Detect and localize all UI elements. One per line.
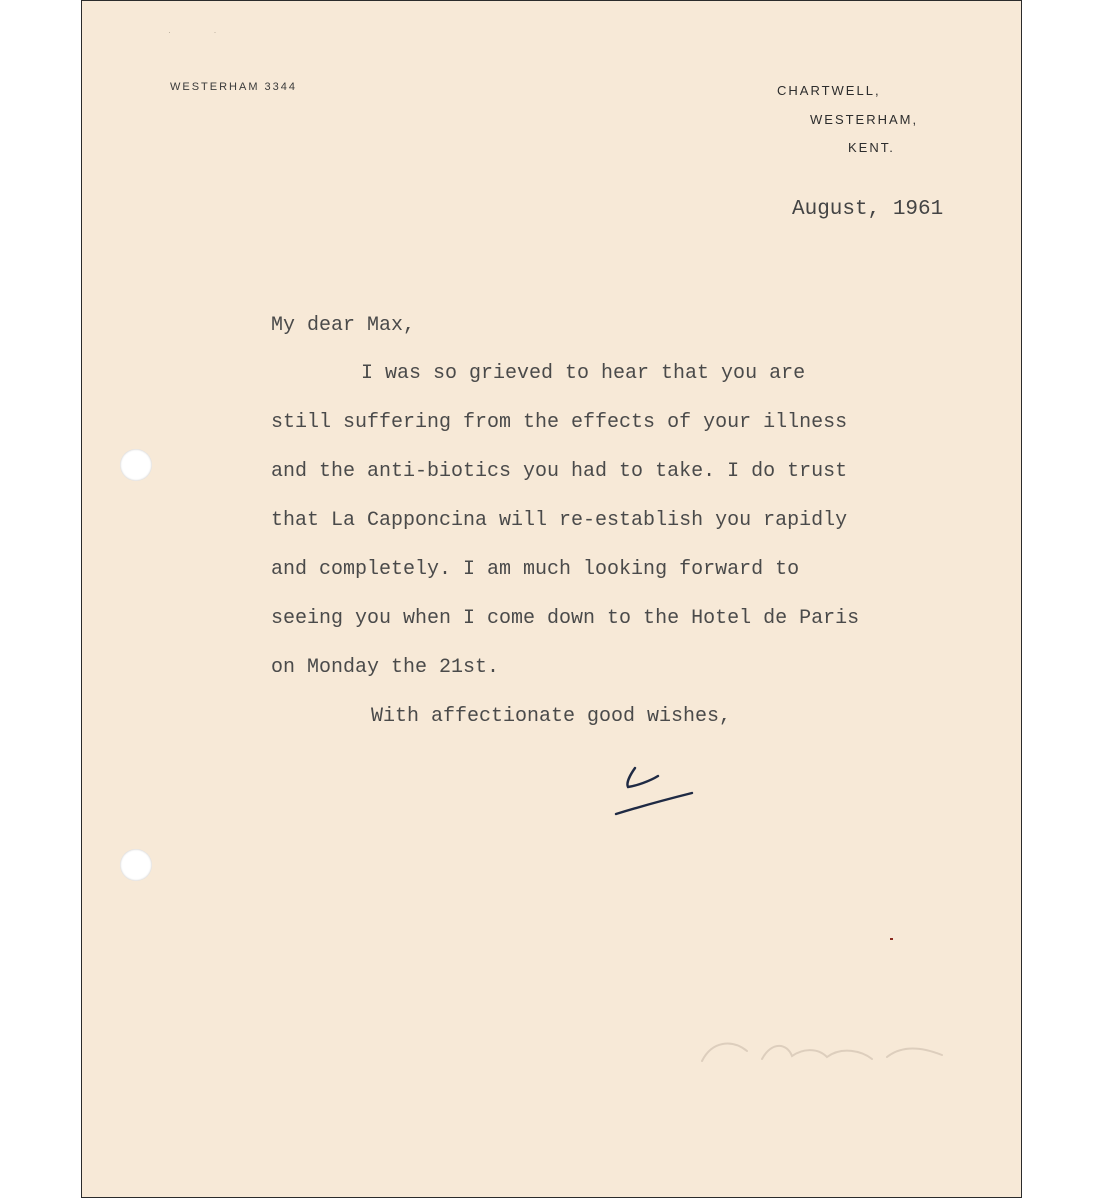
page-marks: · · [168, 27, 237, 37]
letter-page [81, 0, 1022, 1198]
closing-line: With affectionate good wishes, [371, 705, 732, 728]
address-line-1: CHARTWELL, [777, 83, 881, 98]
address-line-2: WESTERHAM, [810, 112, 919, 127]
body-line: and completely. I am much looking forward to [271, 558, 800, 581]
handwritten-signature [602, 761, 702, 831]
body-line: seeing you when I come down to the Hotel de Paris [271, 607, 860, 630]
paper-blemish [890, 938, 893, 940]
letter-date: August, 1961 [792, 198, 944, 221]
body-line: on Monday the 21st. [271, 656, 500, 679]
salutation: My dear Max, [271, 314, 416, 337]
punch-hole [120, 849, 152, 881]
address-line-3: KENT. [848, 140, 895, 155]
letterhead-telephone: WESTERHAM 3344 [170, 81, 298, 93]
punch-hole [120, 449, 152, 481]
body-line: still suffering from the effects of your illness [271, 411, 848, 434]
body-line: I was so grieved to hear that you are [361, 362, 806, 385]
show-through-signature [692, 1021, 952, 1081]
body-line: and the anti-biotics you had to take. I do trust [271, 460, 848, 483]
body-line: that La Capponcina will re-establish you rapidly [271, 509, 848, 532]
